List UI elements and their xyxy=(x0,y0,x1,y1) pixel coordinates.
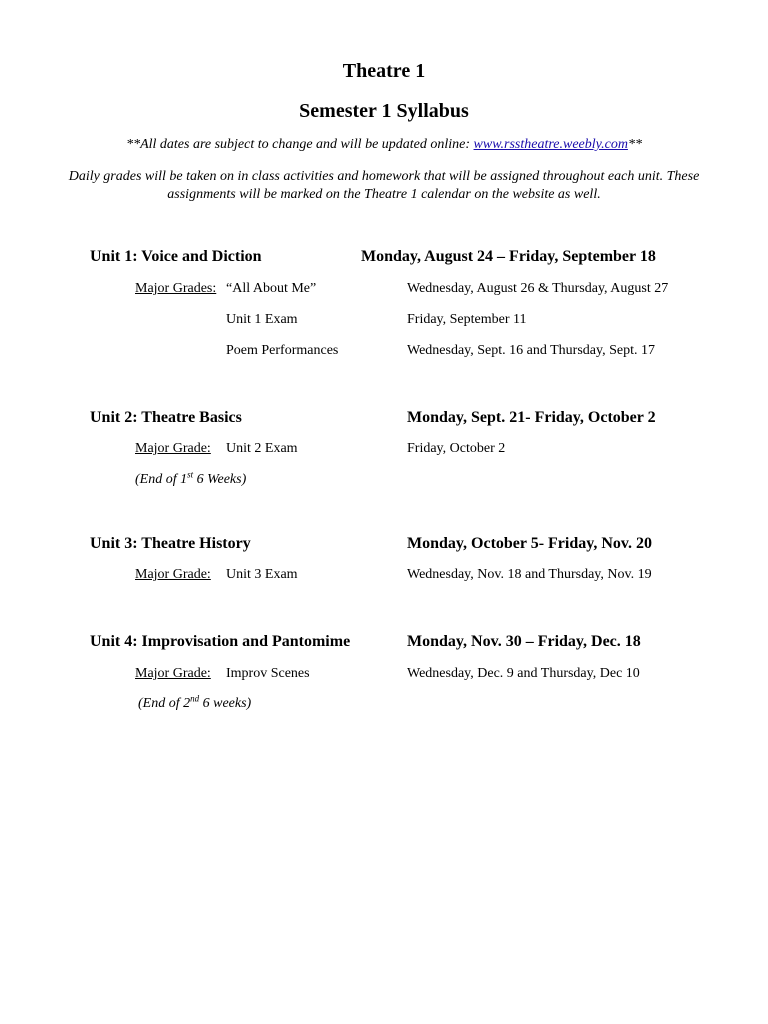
unit-4-title: Unit 4: Improvisation and Pantomime xyxy=(90,633,351,650)
notice-prefix: **All dates are subject to change and will be updated online: xyxy=(126,137,474,152)
unit-1-item-3-name: Poem Performances xyxy=(226,343,339,358)
intro-paragraph: Daily grades will be taken on in class activities and homework that will be assigned throughout each unit. These assignments will be marked on the Theatre 1 calendar on the website as well. xyxy=(68,169,700,202)
unit-2-title: Unit 2: Theatre Basics xyxy=(90,409,242,426)
unit-2-item-1-name: Unit 2 Exam xyxy=(226,441,298,456)
unit-1-item-2-date: Friday, September 11 xyxy=(407,312,527,327)
unit-4-item-1-date: Wednesday, Dec. 9 and Thursday, Dec 10 xyxy=(407,666,640,681)
unit-2-item-1-date: Friday, October 2 xyxy=(407,441,506,456)
page-subtitle: Semester 1 Syllabus xyxy=(299,100,469,122)
unit-3-title: Unit 3: Theatre History xyxy=(90,535,251,552)
unit-3-item-1-date: Wednesday, Nov. 18 and Thursday, Nov. 19 xyxy=(407,567,652,582)
unit-4-major-label: Major Grade: xyxy=(135,666,211,681)
unit-3-dates: Monday, October 5- Friday, Nov. 20 xyxy=(407,535,653,552)
notice-suffix: ** xyxy=(627,137,642,152)
unit-1-item-1-name: “All About Me” xyxy=(226,281,317,296)
unit-4-end-note: (End of 2nd 6 weeks) xyxy=(138,693,252,711)
unit-2-major-label: Major Grade: xyxy=(135,441,211,456)
unit-1-major-label: Major Grades: xyxy=(135,281,217,296)
page-title: Theatre 1 xyxy=(342,60,426,82)
unit-2-end-note: (End of 1st 6 Weeks) xyxy=(135,469,247,487)
website-link[interactable]: www.rsstheatre.weebly.com xyxy=(473,137,628,152)
unit-1-item-3-date: Wednesday, Sept. 16 and Thursday, Sept. 17 xyxy=(407,343,655,358)
unit-1-item-1-date: Wednesday, August 26 & Thursday, August 27 xyxy=(407,281,669,296)
unit-3-major-label: Major Grade: xyxy=(135,567,211,582)
unit-4-item-1-name: Improv Scenes xyxy=(226,666,310,681)
date-change-notice xyxy=(0,137,768,153)
unit-1-dates: Monday, August 24 – Friday, September 18 xyxy=(361,248,656,265)
unit-1-title: Unit 1: Voice and Diction xyxy=(90,248,262,265)
unit-3-item-1-name: Unit 3 Exam xyxy=(226,567,298,582)
unit-2-dates: Monday, Sept. 21- Friday, October 2 xyxy=(407,409,656,426)
unit-4-dates: Monday, Nov. 30 – Friday, Dec. 18 xyxy=(407,633,641,650)
unit-1-item-2-name: Unit 1 Exam xyxy=(226,312,298,327)
